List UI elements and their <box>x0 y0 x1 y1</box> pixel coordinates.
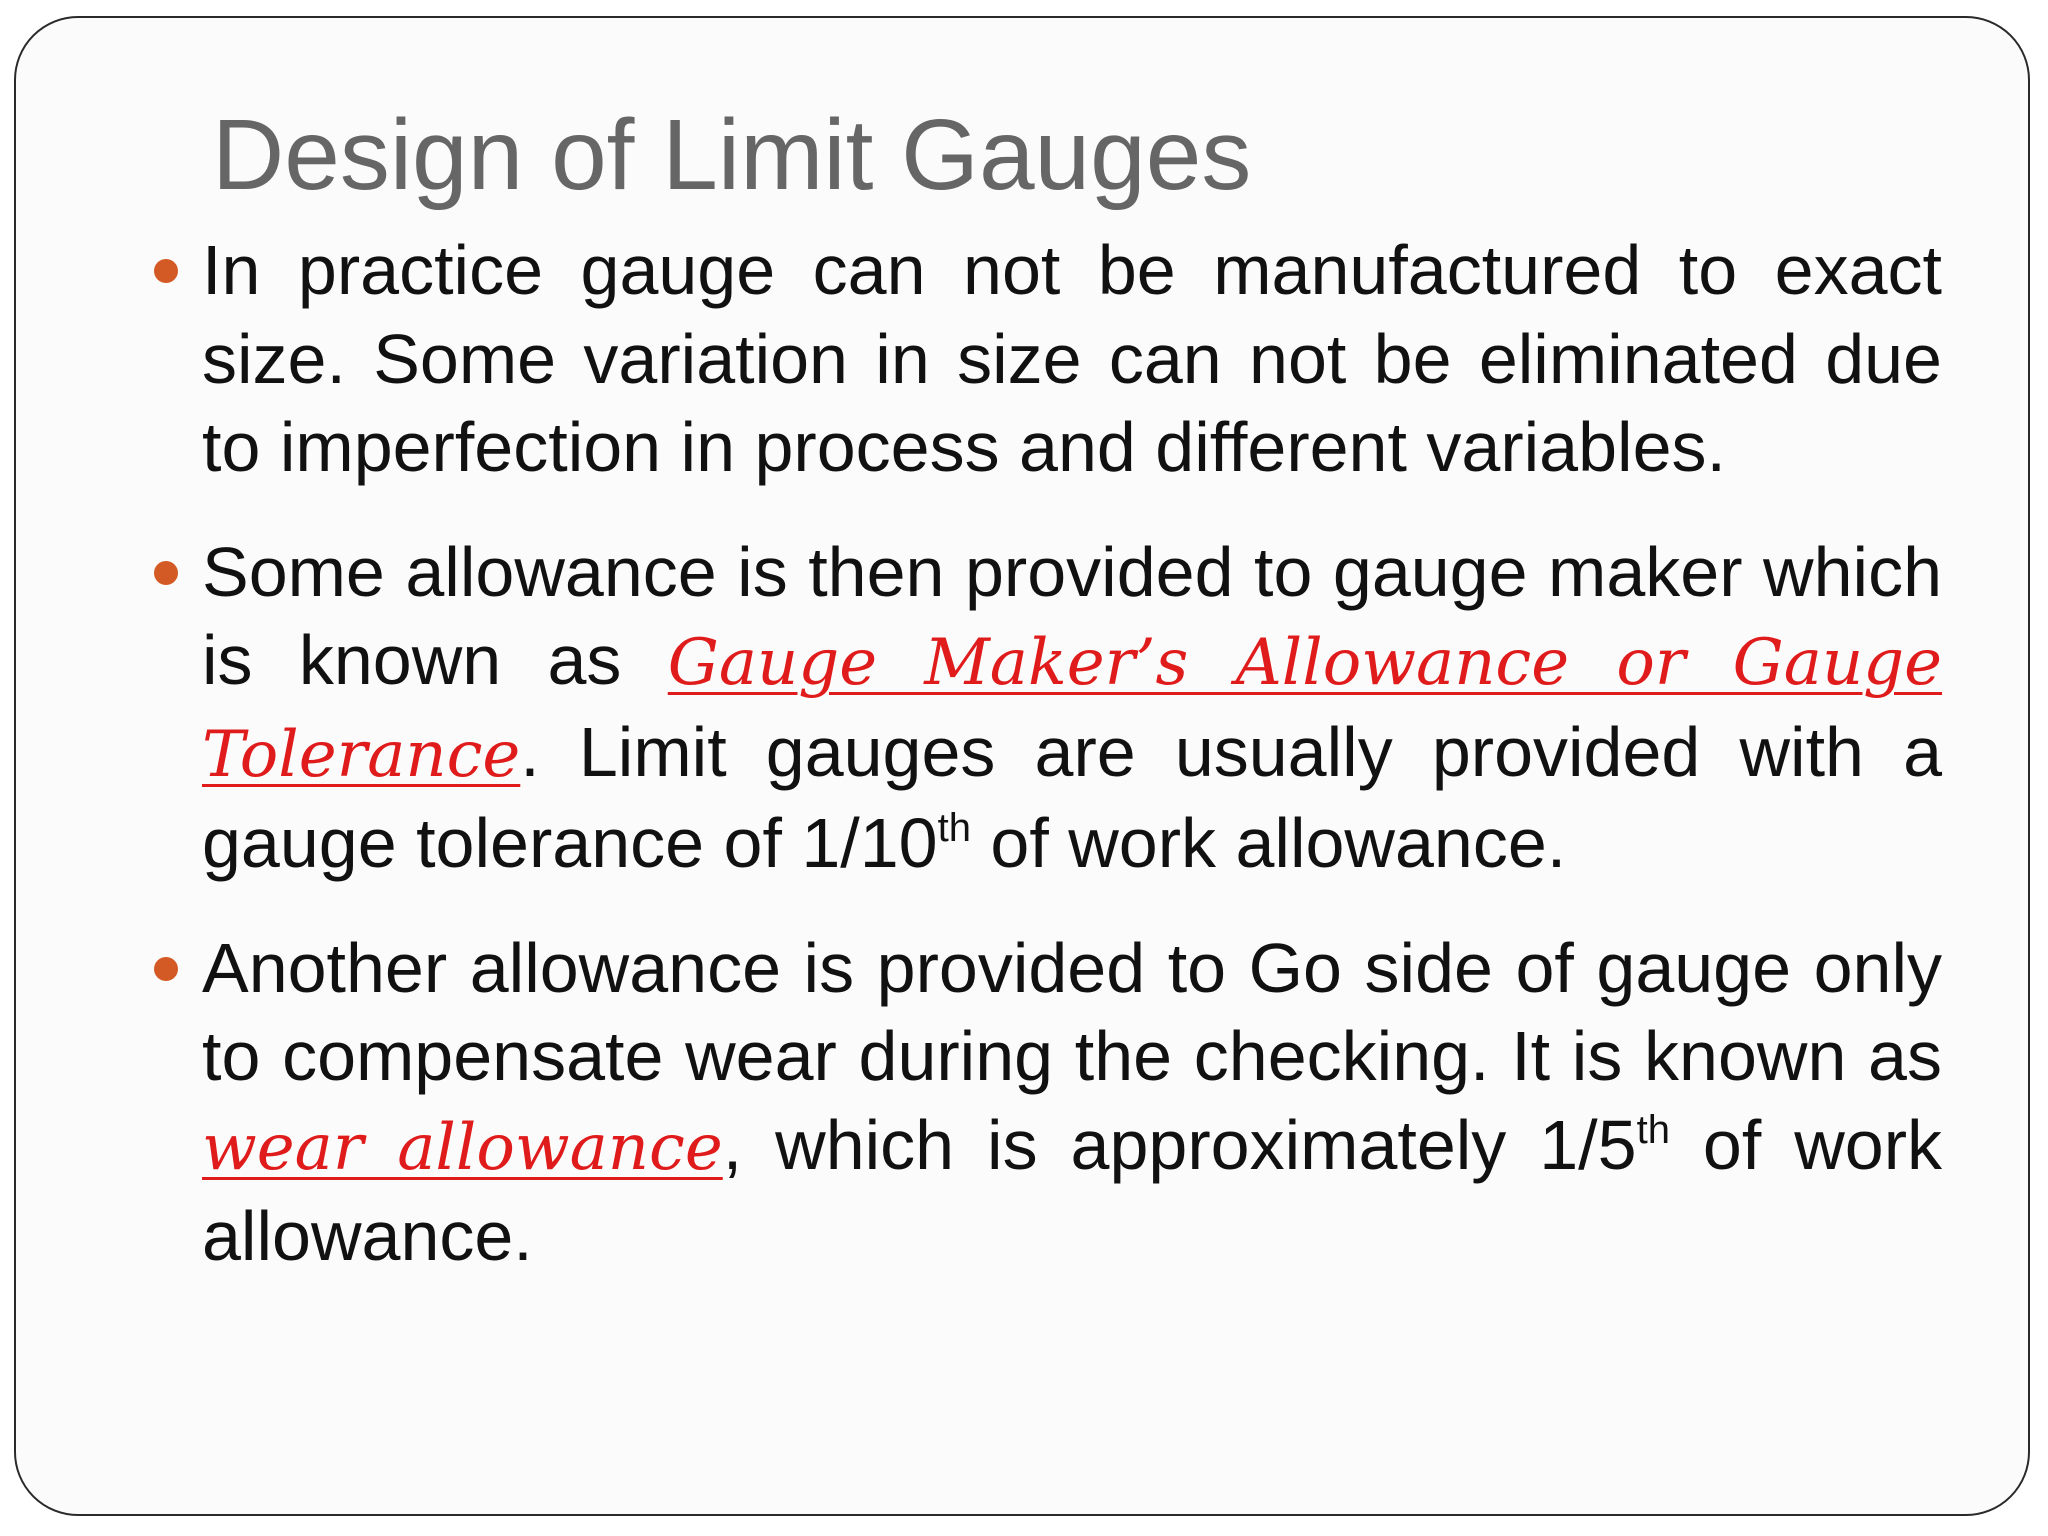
bullet-dot-icon <box>154 561 178 585</box>
bullet-text-after: of work allowance. <box>202 1105 1943 1275</box>
highlight-term-wear-allowance: wear allowance <box>202 1110 723 1185</box>
bullet-text-mid: . Limit gauges are usually provided with a gauge tolerance of 1/10 <box>202 712 1942 882</box>
highlight-term-gauge-tolerance: Gauge Maker’s Allowance or Gauge Tolerance <box>202 626 1943 792</box>
bullet-item-3 <box>202 924 1942 1281</box>
slide-title: Design of Limit Gauges <box>212 99 1252 211</box>
bullet-item-2 <box>202 528 1942 888</box>
bullet-text-mid: , which is approximately 1/5 <box>722 1105 1637 1184</box>
bullet-dot-icon <box>154 957 178 981</box>
bullet-text: In practice gauge can not be manufactured to exact size. Some variation in size can not be eliminated due to imperfection in process and different variables. <box>202 231 1942 486</box>
bullet-text-before: Some allowance is then provided to gauge maker which is known as <box>202 532 1942 699</box>
bullet-text-before: Another allowance is provided to Go side of gauge only to compensate wear during the checking. It is known as <box>202 928 1942 1095</box>
superscript: th <box>937 806 971 850</box>
superscript: th <box>1636 1107 1670 1152</box>
bullet-item-1 <box>202 226 1942 492</box>
bullet-dot-icon <box>154 259 178 283</box>
bullet-text-after: of work allowance. <box>970 804 1567 882</box>
slide <box>14 16 2030 1516</box>
bullet-list <box>202 226 1942 1317</box>
